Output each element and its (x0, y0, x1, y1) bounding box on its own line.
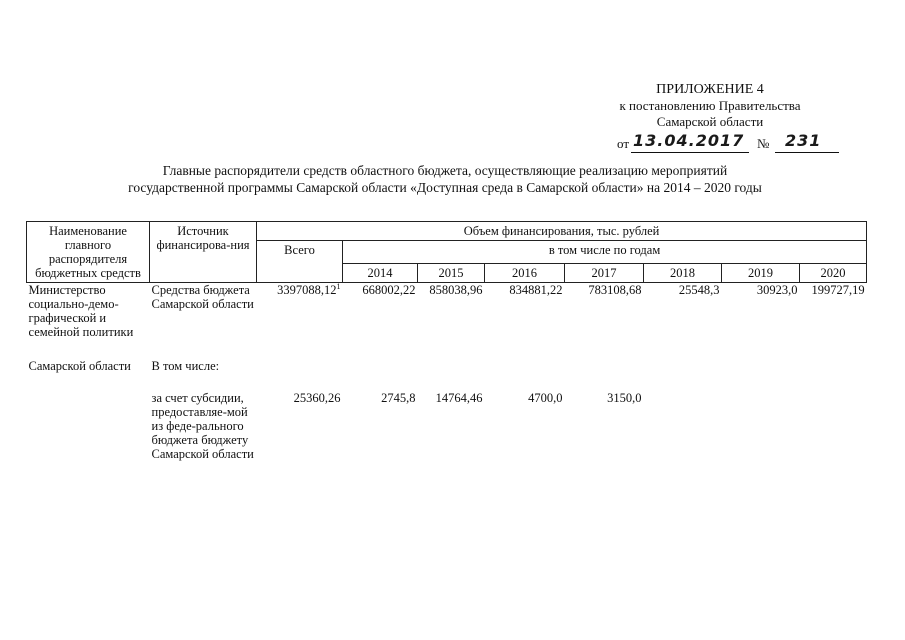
date-prefix: от (617, 136, 630, 151)
header-year: 2018 (644, 264, 722, 283)
total-cell: 25360,26 (293, 390, 341, 405)
footnote-mark: 1 (336, 281, 341, 291)
table-row (27, 391, 867, 531)
header-by-year: в том числе по годам (343, 241, 867, 264)
table-row (27, 283, 867, 359)
appendix-line-2: Самарской области (656, 114, 764, 129)
document-title-line-2: государственной программы Самарской области «Доступная среда в Самарской области» на 2014 – 2020 годы (128, 180, 762, 195)
document-title-line-1: Главные распорядители средств областного бюджета, осуществляющие реализацию мероприятий (162, 163, 728, 178)
header-year: 2017 (565, 264, 644, 283)
year-value (343, 359, 418, 391)
year-value (800, 359, 867, 391)
year-value: 4700,0 (528, 390, 563, 405)
funding-table (26, 221, 867, 531)
total-cell: 3397088,12$^1$ (277, 281, 341, 297)
header-administrator: Наименование главного распорядителя бюджетных средств (27, 222, 150, 283)
year-value: 14764,46 (435, 390, 483, 405)
handwritten-number: 231 (785, 131, 822, 150)
appendix-line-1: к постановлению Правительства (619, 98, 801, 113)
year-value: 2745,8 (381, 390, 416, 405)
year-value: 783108,68 (588, 283, 642, 297)
number-prefix: № (757, 136, 770, 151)
appendix-title: ПРИЛОЖЕНИЕ 4 (656, 82, 764, 97)
year-value (565, 359, 644, 391)
appendix-header (560, 82, 860, 130)
year-value (418, 359, 485, 391)
administrator-name: Министерство социально-демо-графической и семейной политики (28, 283, 134, 339)
number-underline (775, 152, 839, 153)
document-title (30, 162, 860, 196)
year-value: 668002,22 (362, 283, 416, 297)
source-cell: Средства бюджета Самарской области (151, 283, 254, 311)
year-value (800, 391, 867, 531)
header-source: Источник финансирова-ния (150, 222, 257, 283)
administrator-name-continued: Самарской области (28, 358, 131, 373)
year-value: 858038,96 (429, 283, 483, 297)
header-year: 2019 (722, 264, 800, 283)
year-value (722, 359, 800, 391)
resolution-date-number (617, 131, 857, 156)
year-value (722, 391, 800, 531)
source-cell: В том числе: (151, 358, 220, 373)
year-value: 3150,0 (607, 390, 642, 405)
year-value: 25548,3 (678, 283, 720, 297)
date-underline (631, 152, 749, 153)
total-cell (257, 359, 343, 391)
year-value: 30923,0 (756, 283, 798, 297)
empty-cell (27, 391, 150, 531)
table-row (27, 359, 867, 391)
year-value: 834881,22 (509, 283, 563, 297)
header-year: 2015 (418, 264, 485, 283)
header-year: 2016 (485, 264, 565, 283)
year-value (644, 391, 722, 531)
header-funding: Объем финансирования, тыс. рублей (257, 222, 867, 241)
source-cell: за счет субсидии, предоставляе-мой из феде-рального бюджета бюджету Самарской области (151, 390, 254, 461)
header-year: 2014 (343, 264, 418, 283)
handwritten-date: 13.04.2017 (633, 131, 745, 150)
year-value: 199727,19 (811, 283, 865, 297)
year-value (644, 359, 722, 391)
year-value (485, 359, 565, 391)
header-total: Всего (257, 241, 343, 283)
header-year: 2020 (800, 264, 867, 283)
